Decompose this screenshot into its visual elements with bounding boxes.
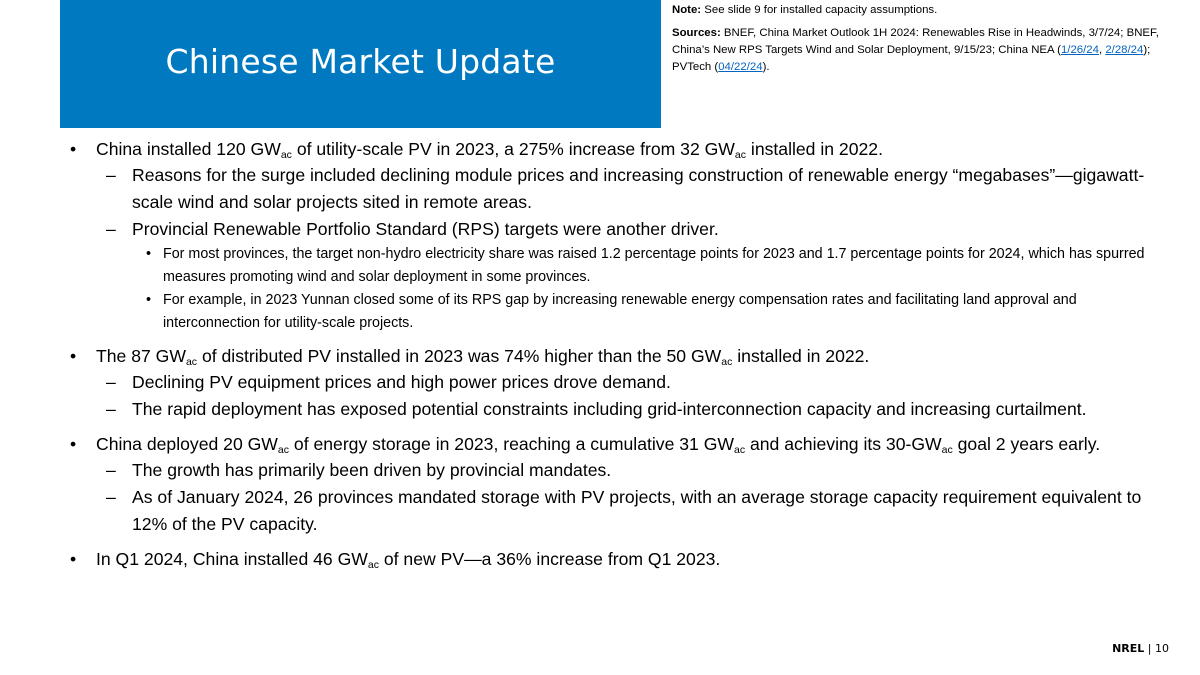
sub-bullet-rps [70, 216, 1160, 243]
dash-glyph: – [106, 219, 116, 239]
sub-bullet-demand [70, 369, 1160, 396]
bullet-text: China installed 120 $GW_{ac}$ of utility-scale PV in 2023, a 275% increase from 32 $GW_{ac}$ installed in 2022. [96, 139, 883, 161]
bullet-glyph: • [146, 246, 152, 262]
sub-bullet-text: Reasons for the surge included declining module prices and increasing construction of renewable energy “megabases”—gigawatt-scale wind and solar projects sited in remote areas. [132, 165, 1145, 212]
sub-sub-bullet-text: For most provinces, the target non-hydro electricity share was raised 1.2 percentage points for 2023 and 1.7 percentage points for 2024, which has spurred measures promoting wind and solar deployment in some provinces. [163, 246, 1145, 285]
footer-separator: | [1144, 642, 1155, 655]
sub-bullet-mandates [70, 457, 1160, 484]
bullet-text: In Q1 2024, China installed 46 $GW_{ac}$ of new PV—a 36% increase from Q1 2023. [96, 549, 721, 571]
source-link-nea-2[interactable]: 2/28/24 [1105, 44, 1144, 56]
sub-bullet-text: Declining PV equipment prices and high power prices drove demand. [132, 372, 671, 392]
title-banner [60, 0, 661, 128]
source-link-nea-1[interactable]: 1/26/24 [1060, 44, 1099, 56]
bullet-glyph: • [70, 434, 77, 454]
footer-brand: NREL [1112, 642, 1145, 655]
note-text: See slide 9 for installed capacity assumptions. [704, 4, 938, 16]
slide-title: Chinese Market Update [165, 41, 556, 81]
dash-glyph: – [106, 487, 116, 507]
sub-sub-bullet-provinces [70, 243, 1160, 289]
bullet-utility-pv [70, 136, 1160, 162]
dash-glyph: – [106, 165, 116, 185]
bullet-text: China deployed 20 $GW_{ac}$ of energy storage in 2023, reaching a cumulative 31 $GW_{ac}$ and achieving its $30-GW_{ac}$ goal 2 years early. [96, 434, 1101, 456]
notes-block [672, 2, 1187, 76]
dash-glyph: – [106, 372, 116, 392]
bullet-text: The 87 $GW_{ac}$ of distributed PV installed in 2023 was 74% higher than the 50 $GW_{ac}$ installed in 2022. [96, 346, 870, 368]
bullet-glyph: • [146, 292, 152, 308]
sources-sep: , [1098, 44, 1106, 56]
sub-bullet-constraints [70, 396, 1160, 423]
slide-content [70, 136, 1160, 572]
dash-glyph: – [106, 399, 116, 419]
bullet-q1-2024 [70, 546, 1160, 572]
sub-bullet-text: As of January 2024, 26 provinces mandated storage with PV projects, with an average storage capacity requirement equivalent to 12% of the PV capacity. [132, 487, 1142, 534]
bullet-glyph: • [70, 346, 77, 366]
dash-glyph: – [106, 460, 116, 480]
bullet-glyph: • [70, 549, 77, 569]
bullet-energy-storage [70, 431, 1160, 457]
slide-footer [1112, 642, 1169, 655]
sources-end: ). [762, 61, 770, 73]
sources-text: BNEF, China Market Outlook 1H 2024: Renewables Rise in Headwinds, 3/7/24; BNEF, China’s New RPS Targets Wind and Solar Deployment, 9/15/23; China NEA ( [672, 27, 1159, 56]
sub-bullet-text: The growth has primarily been driven by provincial mandates. [132, 460, 612, 480]
page-number: 10 [1155, 642, 1169, 655]
note-line [672, 2, 1187, 19]
sources-line [672, 25, 1187, 76]
sources-label: Sources: [672, 27, 721, 39]
sub-sub-bullet-yunnan [70, 289, 1160, 335]
bullet-distributed-pv [70, 343, 1160, 369]
sub-bullet-text: The rapid deployment has exposed potential constraints including grid-interconnection capacity and increasing curtailment. [132, 399, 1087, 419]
sub-bullet-storage-requirement [70, 484, 1160, 538]
sub-bullet-text: Provincial Renewable Portfolio Standard (RPS) targets were another driver. [132, 219, 719, 239]
source-link-pvtech[interactable]: 04/22/24 [718, 61, 763, 73]
note-label: Note: [672, 4, 702, 16]
sub-bullet-megabases [70, 162, 1160, 216]
sub-sub-bullet-text: For example, in 2023 Yunnan closed some of its RPS gap by increasing renewable energy compensation rates and facilitating land approval and interconnection for utility-scale projects. [163, 292, 1077, 331]
sources-mid: ); PVTech ( [672, 44, 1151, 73]
bullet-glyph: • [70, 139, 77, 159]
